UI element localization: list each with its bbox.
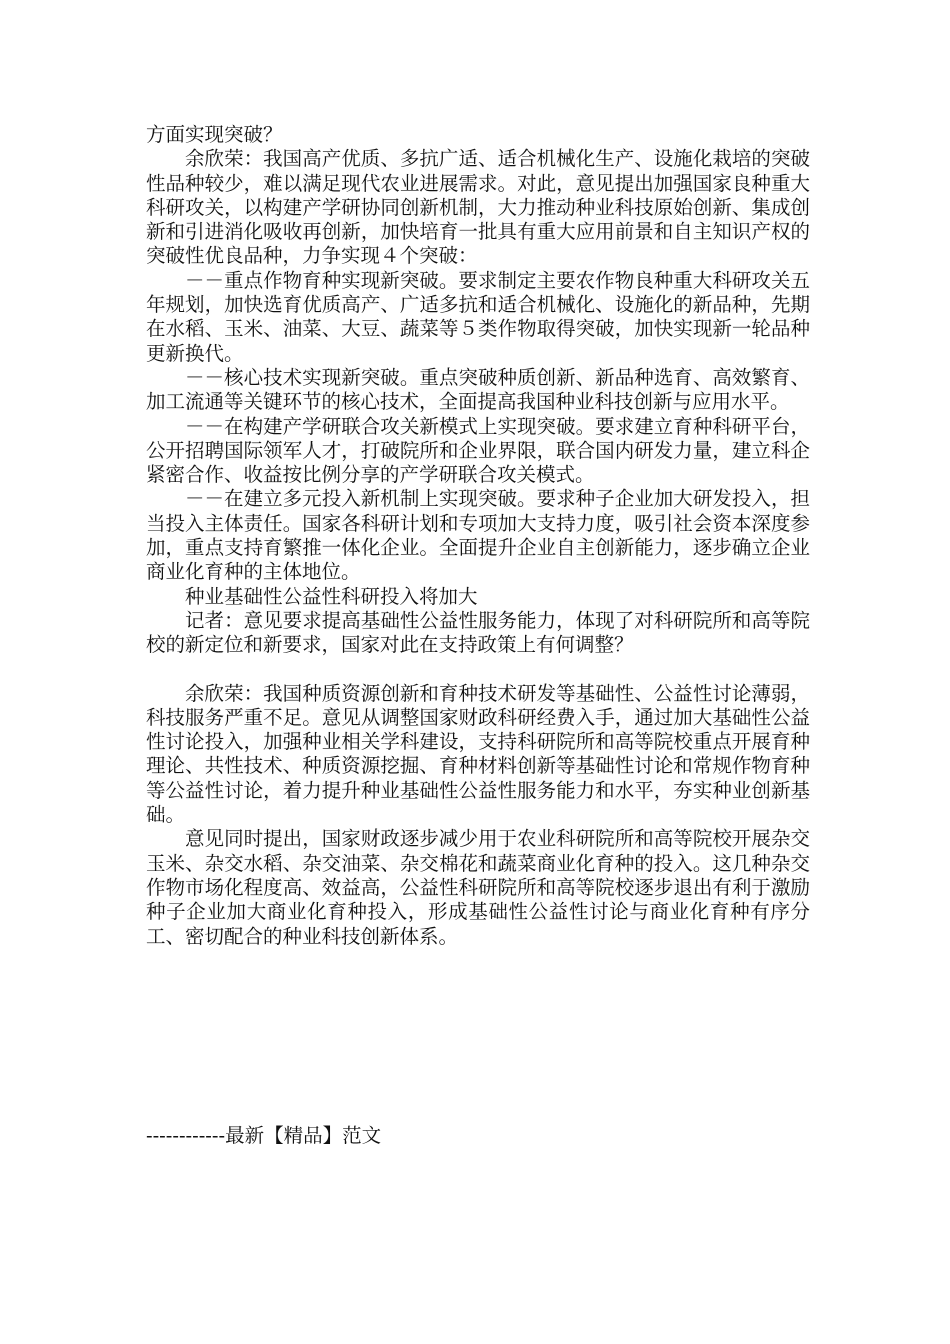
paragraph-answer-2: 余欣荣：我国种质资源创新和育种技术研发等基础性、公益性讨论薄弱，科技服务严重不足。意见从调整国家财政科研经费入手，通过加大基础性公益性讨论投入，加强种业相关学科建设，支持科研院所和高等院校重点开展育种理论、共性技术、种质资源挖掘、育种材料创新等基础性讨论和常规作物育种等公益性讨论，着力提升种业基础性公益性服务能力和水平，夯实种业创新基础。 (146, 681, 810, 827)
paragraph-breakthrough-4: －－在建立多元投入新机制上实现突破。要求种子企业加大研发投入，担当投入主体责任。国家各科研计划和专项加大支持力度，吸引社会资本深度参加，重点支持育繁推一体化企业。全面提升企业自主创新能力，逐步确立企业商业化育种的主体地位。 (146, 487, 810, 584)
paragraph-breakthrough-1: －－重点作物育种实现新突破。要求制定主要农作物良种重大科研攻关五年规划，加快选育优质高产、广适多抗和适合机械化、设施化的新品种，先期在水稻、玉米、油菜、大豆、蔬菜等５类作物取得突破，加快实现新一轮品种更新换代。 (146, 268, 810, 365)
paragraph-question: 记者：意见要求提高基础性公益性服务能力，体现了对科研院所和高等院校的新定位和新要求，国家对此在支持政策上有何调整？ (146, 608, 810, 657)
paragraph-continuation: 方面实现突破？ (146, 123, 283, 146)
footer-text: ------------最新【精品】范文 (146, 1124, 382, 1147)
paragraph-gap (146, 658, 810, 682)
paragraph-breakthrough-3: －－在构建产学研联合攻关新模式上实现突破。要求建立育种科研平台，公开招聘国际领军人才，打破院所和企业界限，联合国内研发力量，建立科企紧密合作、收益按比例分享的产学研联合攻关模式。 (146, 414, 810, 487)
paragraph-breakthrough-2: －－核心技术实现新突破。重点突破种质创新、新品种选育、高效繁育、加工流通等关键环节的核心技术，全面提高我国种业科技创新与应用水平。 (146, 365, 810, 414)
section-heading: 种业基础性公益性科研投入将加大 (185, 584, 478, 608)
paragraph-answer-1: 余欣荣：我国高产优质、多抗广适、适合机械化生产、设施化栽培的突破性品种较少，难以满足现代农业进展需求。对此，意见提出加强国家良种重大科研攻关，以构建产学研协同创新机制，大力推动种业科技原始创新、集成创新和引进消化吸收再创新，加快培育一批具有重大应用前景和自主知识产权的突破性优良品种，力争实现４个突破： (146, 147, 810, 268)
paragraph-answer-3: 意见同时提出，国家财政逐步减少用于农业科研院所和高等院校开展杂交玉米、杂交水稻、杂交油菜、杂交棉花和蔬菜商业化育种的投入。这几种杂交作物市场化程度高、效益高，公益性科研院所和高等院校逐步退出有利于激励种子企业加大商业化育种投入，形成基础性公益性讨论与商业化育种有序分工、密切配合的种业科技创新体系。 (146, 827, 810, 948)
document-body (146, 123, 810, 949)
